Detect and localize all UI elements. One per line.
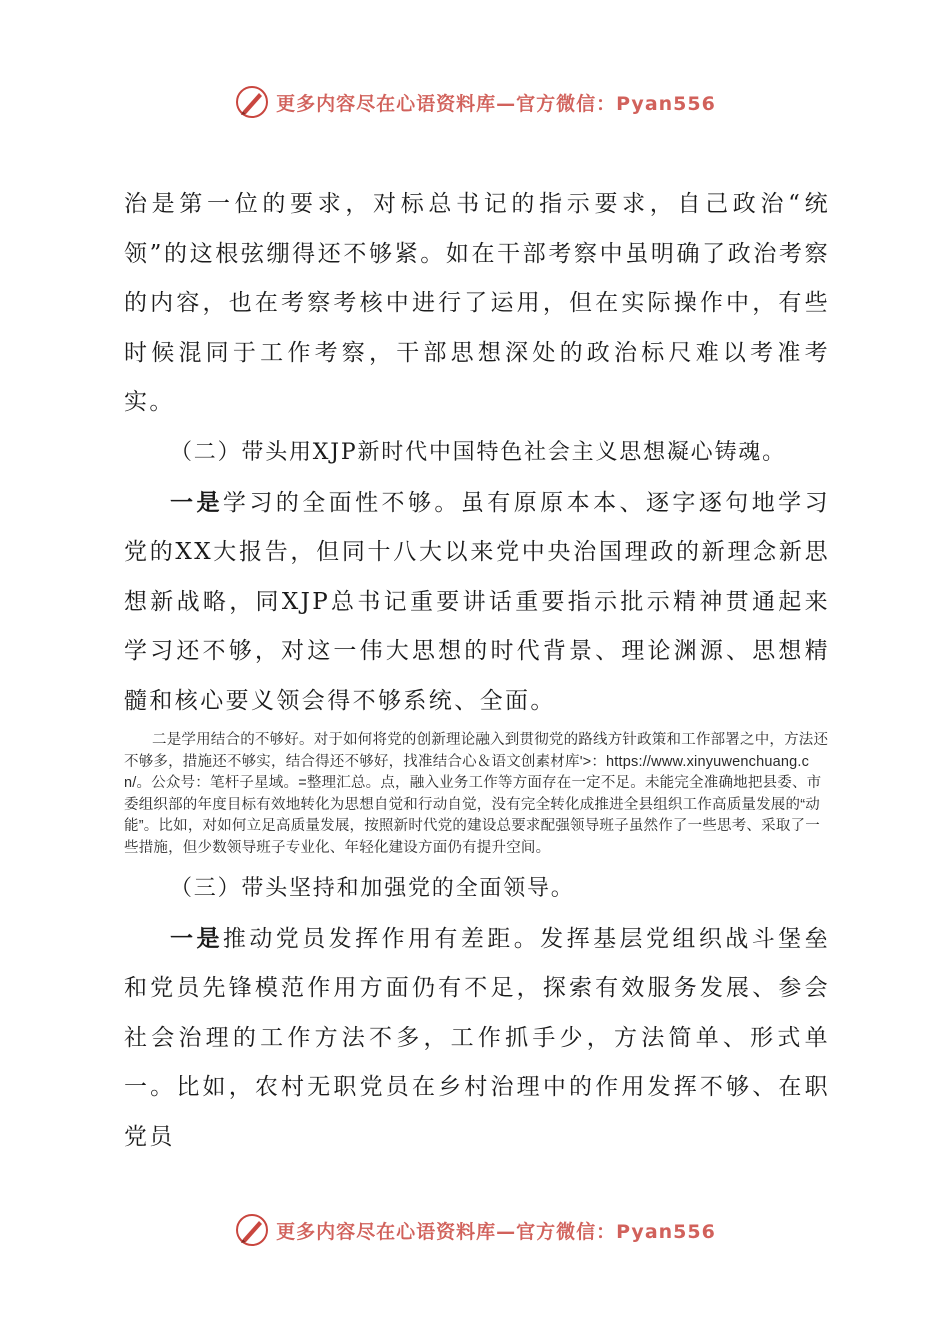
pen-logo-icon [234,84,270,120]
pen-logo-icon [234,1212,270,1248]
paragraph-point-1 [124,478,830,727]
header-banner-text: 更多内容尽在心语资料库—官方微信：Pyan556 [276,92,716,115]
section-heading-3: （三）带头坚持和加强党的全面领导。 [170,875,575,901]
paragraph-text: 推动党员发挥作用有差距。发挥基层党组织战斗堡垒和党员先锋模范作用方面仍有不足，探索有效服务发展、参会社会治理的工作方法不多，工作抓手少，方法简单、形式单一。比如，农村无职党员在乡村治理中的作用发挥不够、在职党员 [124,925,830,1150]
lead-label: 一是 [170,488,223,516]
footer-banner-text: 更多内容尽在心语资料库—官方微信：Pyan556 [276,1220,716,1243]
paragraph-point-3 [124,914,830,1163]
footer-banner [0,1210,950,1250]
paragraph-point-2-small: 二是学用结合的不够好。对于如何将党的创新理论融入到贯彻党的路线方针政策和工作部署之中，方法还不够多，措施还不够实，结合得还不够好，找准结合心＆语文创素材库'>：https://www.xinyuwenchuang.cn/。公众号：笔杆子星域。=整理汇总。点，融入业务工作等方面存在一定不足。未能完全准确地把县委、市委组织部的年度目标有效地转化为思想自觉和行动自觉，没有完全转化成推进全县组织工作高质量发展的“动能”。比如，对如何立足高质量发展，按照新时代党的建设总要求配强领导班子虽然作了一些思考、采取了一些措施，但少数领导班子专业化、年轻化建设方面仍有提升空间。 [124,732,829,856]
lead-label: 一是 [170,924,223,952]
header-banner [0,82,950,122]
document-body [124,180,830,1162]
section-heading-2: （二）带头用XJP新时代中国特色社会主义思想凝心铸魂。 [170,439,786,465]
paragraph-text: 学习的全面性不够。虽有原原本本、逐字逐句地学习党的XX大报告，但同十八大以来党中央治国理政的新理念新思想新战略，同XJP总书记重要讲话重要指示批示精神贯通起来学习还不够，对这一伟大思想的时代背景、理论渊源、思想精髓和核心要义领会得不够系统、全面。 [124,489,830,714]
paragraph-continuation: 治是第一位的要求，对标总书记的指示要求，自己政治“统领”的这根弦绷得还不够紧。如在干部考察中虽明确了政治考察的内容，也在考察考核中进行了运用，但在实际操作中，有些时候混同于工作考察，干部思想深处的政治标尺难以考准考实。 [124,191,830,415]
